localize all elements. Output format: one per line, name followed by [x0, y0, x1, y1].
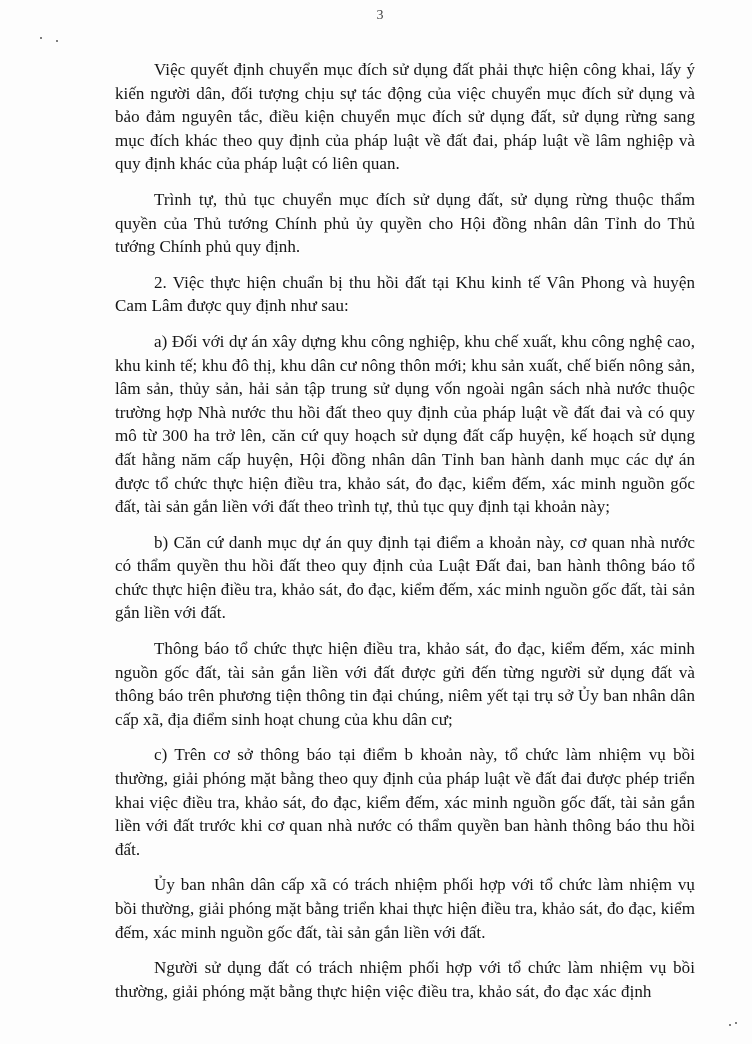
paragraph-clause-2: 2. Việc thực hiện chuẩn bị thu hồi đất tại Khu kinh tế Vân Phong và huyện Cam Lâm được quy định như sau: [115, 272, 695, 316]
paragraph-land-user: Người sử dụng đất có trách nhiệm phối hợp với tổ chức làm nhiệm vụ bồi thường, giải phóng mặt bằng thực hiện việc điều tra, khảo sát, đo đạc xác định [115, 958, 695, 1001]
paragraph-point-c: c) Trên cơ sở thông báo tại điểm b khoản này, tổ chức làm nhiệm vụ bồi thường, giải phóng mặt bằng theo quy định của pháp luật về đất đai được phép triển khai việc điều tra, khảo sát, đo đạc, kiểm đếm, xác minh nguồn gốc đất, tài sản gắn liền với đất trước khi cơ quan nhà nước có thẩm quyền ban hành thông báo thu hồi đất. [115, 745, 695, 859]
paragraph-procedure: Trình tự, thủ tục chuyển mục đích sử dụng đất, sử dụng rừng thuộc thẩm quyền của Thủ tướng Chính phủ ủy quyền cho Hội đồng nhân dân Tỉnh do Thủ tướng Chính phủ quy định. [115, 189, 695, 257]
scan-speck [56, 40, 58, 42]
scan-speck [729, 1024, 731, 1026]
scan-speck [40, 37, 42, 39]
paragraph-point-a: a) Đối với dự án xây dựng khu công nghiệp, khu chế xuất, khu công nghệ cao, khu kinh tế; khu đô thị, khu dân cư nông thôn mới; khu sản xuất, chế biến nông sản, lâm sản, thủy sản, hải sản tập trung sử dụng vốn ngoài ngân sách nhà nước thuộc trường hợp Nhà nước thu hồi đất theo quy định của pháp luật về đất đai và có quy mô từ 300 ha trở lên, căn cứ quy hoạch sử dụng đất cấp huyện, kế hoạch sử dụng đất hằng năm cấp huyện, Hội đồng nhân dân Tỉnh ban hành danh mục các dự án được tổ chức thực hiện điều tra, khảo sát, đo đạc, kiểm đếm, xác minh nguồn gốc đất, tài sản gắn liền với đất theo trình tự, thủ tục quy định tại khoản này; [115, 331, 695, 517]
paragraph-commune-committee: Ủy ban nhân dân cấp xã có trách nhiệm phối hợp với tổ chức làm nhiệm vụ bồi thường, giải phóng mặt bằng triển khai thực hiện điều tra, khảo sát, đo đạc, kiểm đếm, xác minh nguồn gốc đất, tài sản gắn liền với đất. [115, 875, 695, 942]
paragraph-land-use-change-publicity: Việc quyết định chuyển mục đích sử dụng đất phải thực hiện công khai, lấy ý kiến người dân, đối tượng chịu sự tác động của việc chuyển mục đích sử dụng và bảo đảm nguyên tắc, điều kiện chuyển mục đích sử dụng đất, sử dụng rừng sang mục đích khác theo quy định của pháp luật về đất đai, pháp luật về lâm nghiệp và quy định khác của pháp luật có liên quan. [115, 60, 695, 174]
page-number: 3 [376, 8, 384, 23]
paragraph-point-b: b) Căn cứ danh mục dự án quy định tại điểm a khoản này, cơ quan nhà nước có thẩm quyền thu hồi đất theo quy định của Luật Đất đai, ban hành thông báo tổ chức thực hiện điều tra, khảo sát, đo đạc, kiểm đếm, xác minh nguồn gốc đất, tài sản gắn liền với đất. [115, 532, 695, 623]
document-body [115, 58, 695, 1015]
scan-speck [735, 1022, 737, 1024]
paragraph-notice: Thông báo tổ chức thực hiện điều tra, khảo sát, đo đạc, kiểm đếm, xác minh nguồn gốc đất, tài sản gắn liền với đất được gửi đến từng người sử dụng đất và thông báo trên phương tiện thông tin đại chúng, niêm yết tại trụ sở Ủy ban nhân dân cấp xã, địa điểm sinh hoạt chung của khu dân cư; [115, 639, 695, 729]
